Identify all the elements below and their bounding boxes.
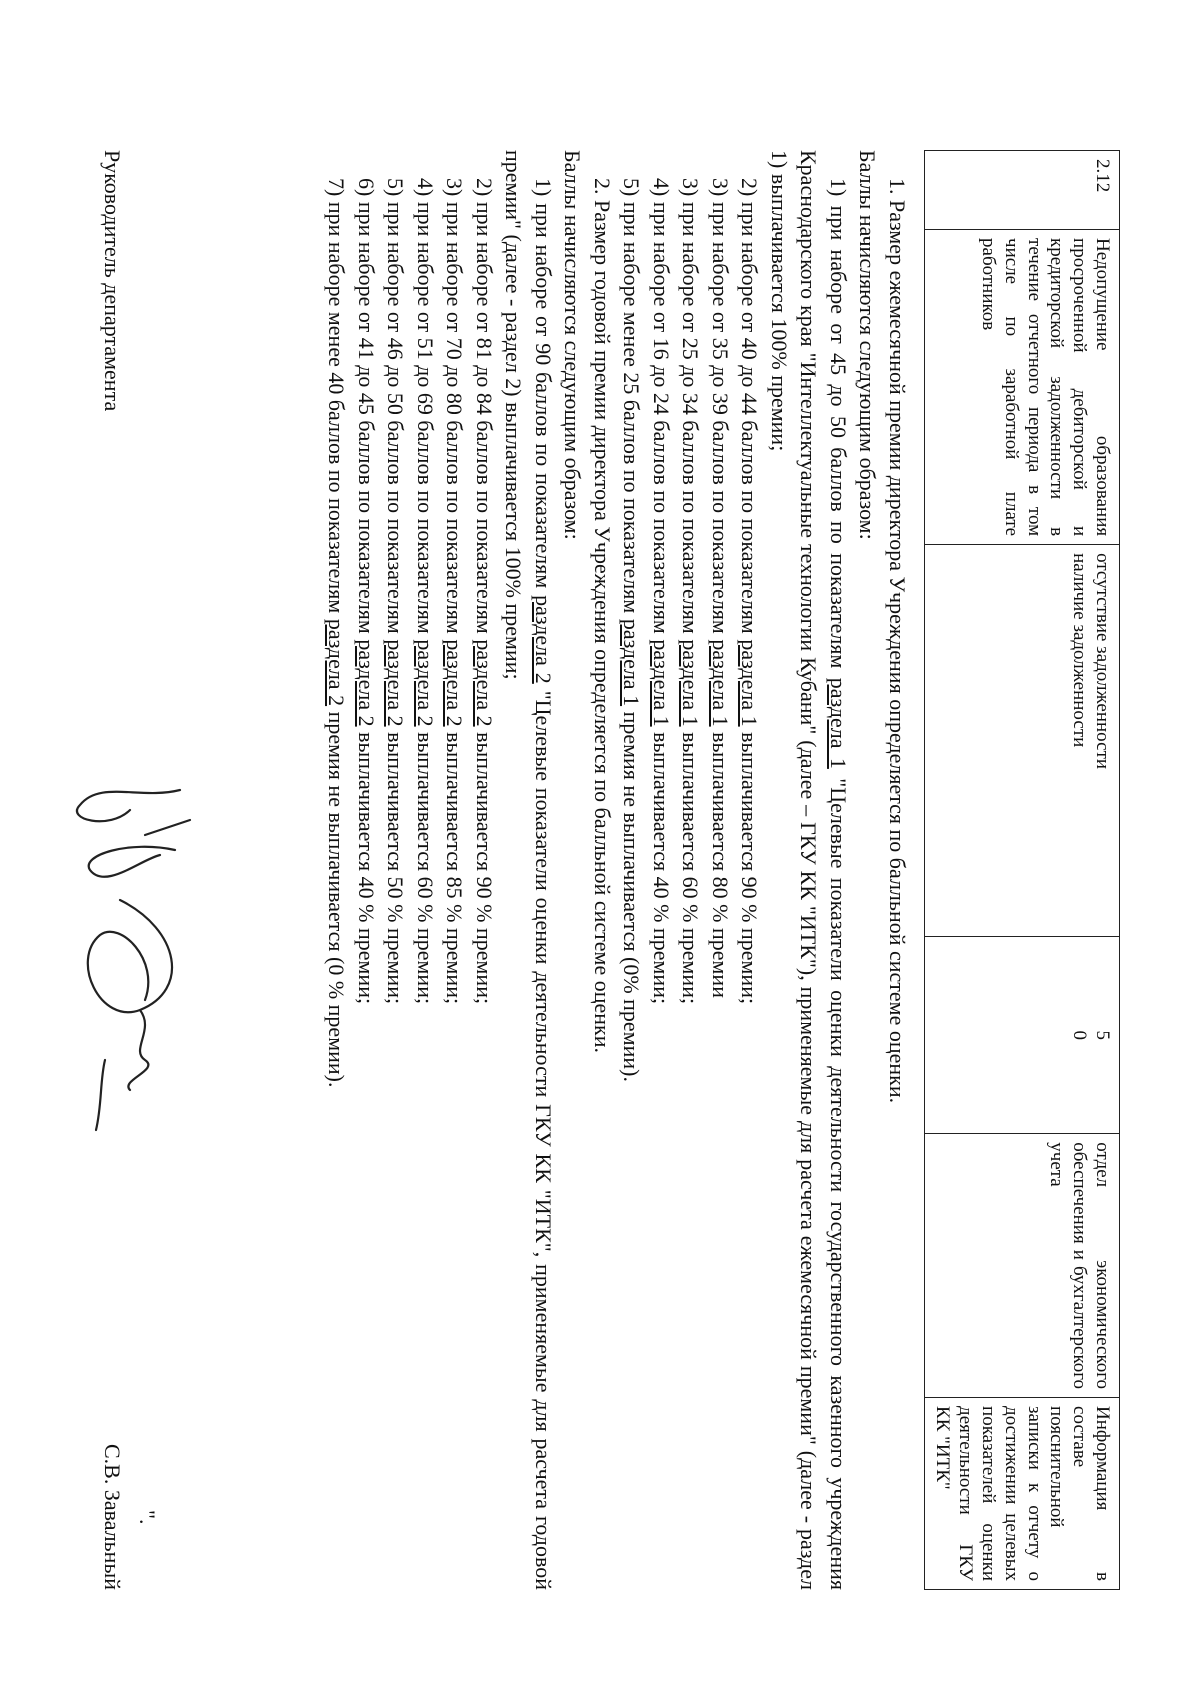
annual-item: 1) при наборе от 90 баллов по показателям раздела 2 "Целевые показатели оценки деятельности ГКУ КК "ИТК", применяемые для расчета годовой премии" (далее - раздел 2) выплачивается 100% премии;	[501, 150, 556, 1590]
info-source: Информация в составе пояснительной записки к отчету о достижении целевых показателей оценки деятельности ГКУ КК "ИТК"	[924, 1398, 1119, 1590]
row-number: 2.12	[924, 151, 1119, 230]
section-link[interactable]: раздела 1	[619, 618, 645, 707]
section-link[interactable]: раздела 1	[825, 677, 851, 769]
points-cell	[924, 937, 1119, 1134]
monthly-item: 5) при наборе менее 25 баллов по показателям раздела 1 премия не выплачивается (0% премии).	[619, 178, 645, 1082]
monthly-item: 1) при наборе от 45 до 50 баллов по показателям раздела 1 "Целевые показатели оценки деятельности государственного казенного учреждения Краснодарского края "Интеллектуальные технологии Кубани" (далее – ГКУ КК "ИТК"), применяемые для расчета ежемесячной премии" (далее - раздел 1) выплачивается 100% премии;	[766, 150, 851, 1590]
section-link[interactable]: раздела 2	[530, 595, 556, 684]
monthly-item: 4) при наборе от 16 до 24 баллов по показателям раздела 1 выплачивается 40 % премии;	[648, 178, 674, 1005]
table-row	[924, 151, 1119, 1590]
criteria-table	[924, 150, 1120, 1590]
annual-intro: Баллы начисляются следующим образом:	[560, 150, 586, 540]
section-link[interactable]: раздела 2	[471, 639, 497, 727]
annual-item: 3) при наборе от 70 до 80 баллов по показателям раздела 2 выплачивается 85 % премии;	[442, 178, 468, 1005]
criterion-label: наличие задолженности	[1069, 553, 1091, 748]
signer-name: С.В. Завальный	[100, 1443, 125, 1590]
signature-icon	[50, 760, 200, 1140]
document-body	[322, 150, 1120, 1590]
criterion-points: 5	[1092, 1030, 1113, 1040]
criteria-cell	[924, 545, 1119, 937]
annual-item: 2) при наборе от 81 до 84 баллов по показателям раздела 2 выплачивается 90 % премии;	[471, 178, 497, 1005]
section-link[interactable]: раздела 1	[737, 639, 763, 727]
section-link[interactable]: раздела 2	[383, 639, 409, 727]
annual-item: 4) при наборе от 51 до 69 баллов по показателям раздела 2 выплачивается 60 % премии;	[412, 178, 438, 1005]
annual-heading: 2. Размер годовой премии директора Учреждения определяется по балльной системе оценки.	[589, 178, 615, 1054]
criterion-points: 0	[1069, 1030, 1091, 1040]
indicator-name: Недопущение образования просроченной дебиторской и кредиторской задолженности в течение отчетного периода в том числе по заработной плате работников	[924, 230, 1119, 545]
section-link[interactable]: раздела 1	[678, 639, 704, 727]
section-link[interactable]: раздела 1	[648, 639, 674, 727]
monthly-intro: Баллы начисляются следующим образом:	[855, 150, 881, 540]
monthly-item: 3) при наборе от 25 до 34 баллов по показателям раздела 1 выплачивается 60 % премии;	[678, 178, 704, 1005]
section-link[interactable]: раздела 2	[353, 639, 379, 727]
monthly-item: 3) при наборе от 35 до 39 баллов по показателям раздела 1 выплачивается 80 % премии	[707, 178, 733, 998]
section-link[interactable]: раздела 2	[412, 639, 438, 727]
closing-quote: ".	[135, 1510, 160, 1525]
section-link[interactable]: раздела 1	[707, 639, 733, 727]
bonus-rules	[322, 150, 912, 1590]
responsible-unit: отдел экономического обеспечения и бухгалтерского учета	[924, 1134, 1119, 1398]
signer-position: Руководитель департамента	[100, 150, 125, 412]
annual-item: 6) при наборе от 41 до 45 баллов по показателям раздела 2 выплачивается 40 % премии;	[353, 178, 379, 1005]
section-link[interactable]: раздела 2	[324, 618, 350, 707]
annual-item: 7) при наборе менее 40 баллов по показателям раздела 2 премия не выплачивается (0 % премии).	[324, 178, 350, 1088]
monthly-item: 2) при наборе от 40 до 44 баллов по показателям раздела 1 выплачивается 90 % премии;	[737, 178, 763, 1005]
criterion-label: отсутствие задолженности	[1092, 553, 1113, 770]
monthly-heading: 1. Размер ежемесячной премии директора Учреждения определяется по балльной системе оценки.	[884, 178, 910, 1104]
section-link[interactable]: раздела 2	[442, 639, 468, 727]
annual-item: 5) при наборе от 46 до 50 баллов по показателям раздела 2 выплачивается 50 % премии;	[383, 178, 409, 1005]
